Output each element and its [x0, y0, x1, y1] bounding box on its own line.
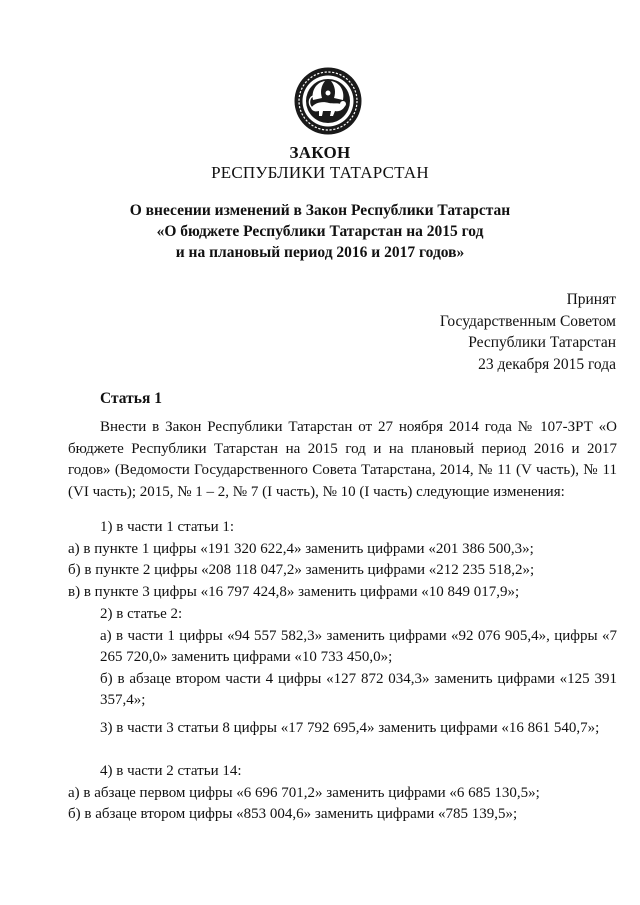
- amendment-subitem: а) в пункте 1 цифры «191 320 622,4» заменить цифрами «201 386 500,3»;: [68, 540, 534, 557]
- article-intro-paragraph: Внести в Закон Республики Татарстан от 27 ноября 2014 года № 107-ЗРТ «О бюджете Республики Татарстан на 2015 год и на плановый период 2016 и 2017 годов» (Ведомости Государственного Совета Татарстана, 2014, № 11 (V часть), № 11 (VI часть); 2015, № 1 – 2, № 7 (I часть), № 10 (I часть) следующие изменения:: [68, 419, 617, 500]
- adoption-line: Республики Татарстан: [468, 334, 616, 351]
- amendment-item-head: 4) в части 2 статьи 14:: [100, 763, 242, 779]
- amendment-subitem: в) в пункте 3 цифры «16 797 424,8» заменить цифрами «10 849 017,9»;: [68, 583, 520, 600]
- article-intro: [68, 417, 617, 503]
- amendment-subitem: б) в абзаце втором цифры «853 004,6» заменить цифрами «785 139,5»;: [68, 806, 518, 822]
- law-subject-line: и на плановый период 2016 и 2017 годов»: [175, 244, 465, 261]
- law-subject: [0, 200, 640, 263]
- amendment-item-head: 1) в части 1 статьи 1:: [100, 519, 235, 535]
- amendment-item-3: [68, 718, 617, 740]
- amendment-item-1: [68, 517, 617, 603]
- amendment-item-text: 3) в части 3 статьи 8 цифры «17 792 695,4» заменить цифрами «16 861 540,7»;: [100, 720, 600, 736]
- amendment-item-head: 2) в статье 2:: [100, 606, 183, 622]
- article-heading: Статья 1: [100, 390, 162, 407]
- amendment-subitem: а) в абзаце первом цифры «6 696 701,2» заменить цифрами «6 685 130,5»;: [68, 784, 540, 801]
- amendment-item-4: [68, 761, 617, 826]
- amendment-subitem: а) в части 1 цифры «94 557 582,3» заменить цифрами «92 076 905,4», цифры «7 265 720,0» заменить цифрами «10 733 450,0»;: [100, 627, 617, 665]
- law-subject-line: «О бюджете Республики Татарстан на 2015 год: [156, 223, 484, 240]
- amendment-item-2: [68, 604, 617, 712]
- adoption-block: [296, 289, 616, 375]
- law-republic: РЕСПУБЛИКИ ТАТАРСТАН: [211, 163, 429, 182]
- adoption-date: 23 декабря 2015 года: [478, 355, 616, 373]
- law-subject-line: О внесении изменений в Закон Республики Татарстан: [129, 202, 511, 219]
- adoption-line: Государственным Советом: [439, 312, 616, 330]
- tatarstan-coat-of-arms-icon: [293, 66, 363, 136]
- amendment-subitem: б) в абзаце втором части 4 цифры «127 872 034,3» заменить цифрами «125 391 357,4»;: [100, 670, 617, 708]
- amendment-subitem: б) в пункте 2 цифры «208 118 047,2» заменить цифрами «212 235 518,2»;: [68, 562, 535, 578]
- law-title: ЗАКОН: [289, 143, 351, 162]
- adoption-line: Принят: [566, 291, 616, 308]
